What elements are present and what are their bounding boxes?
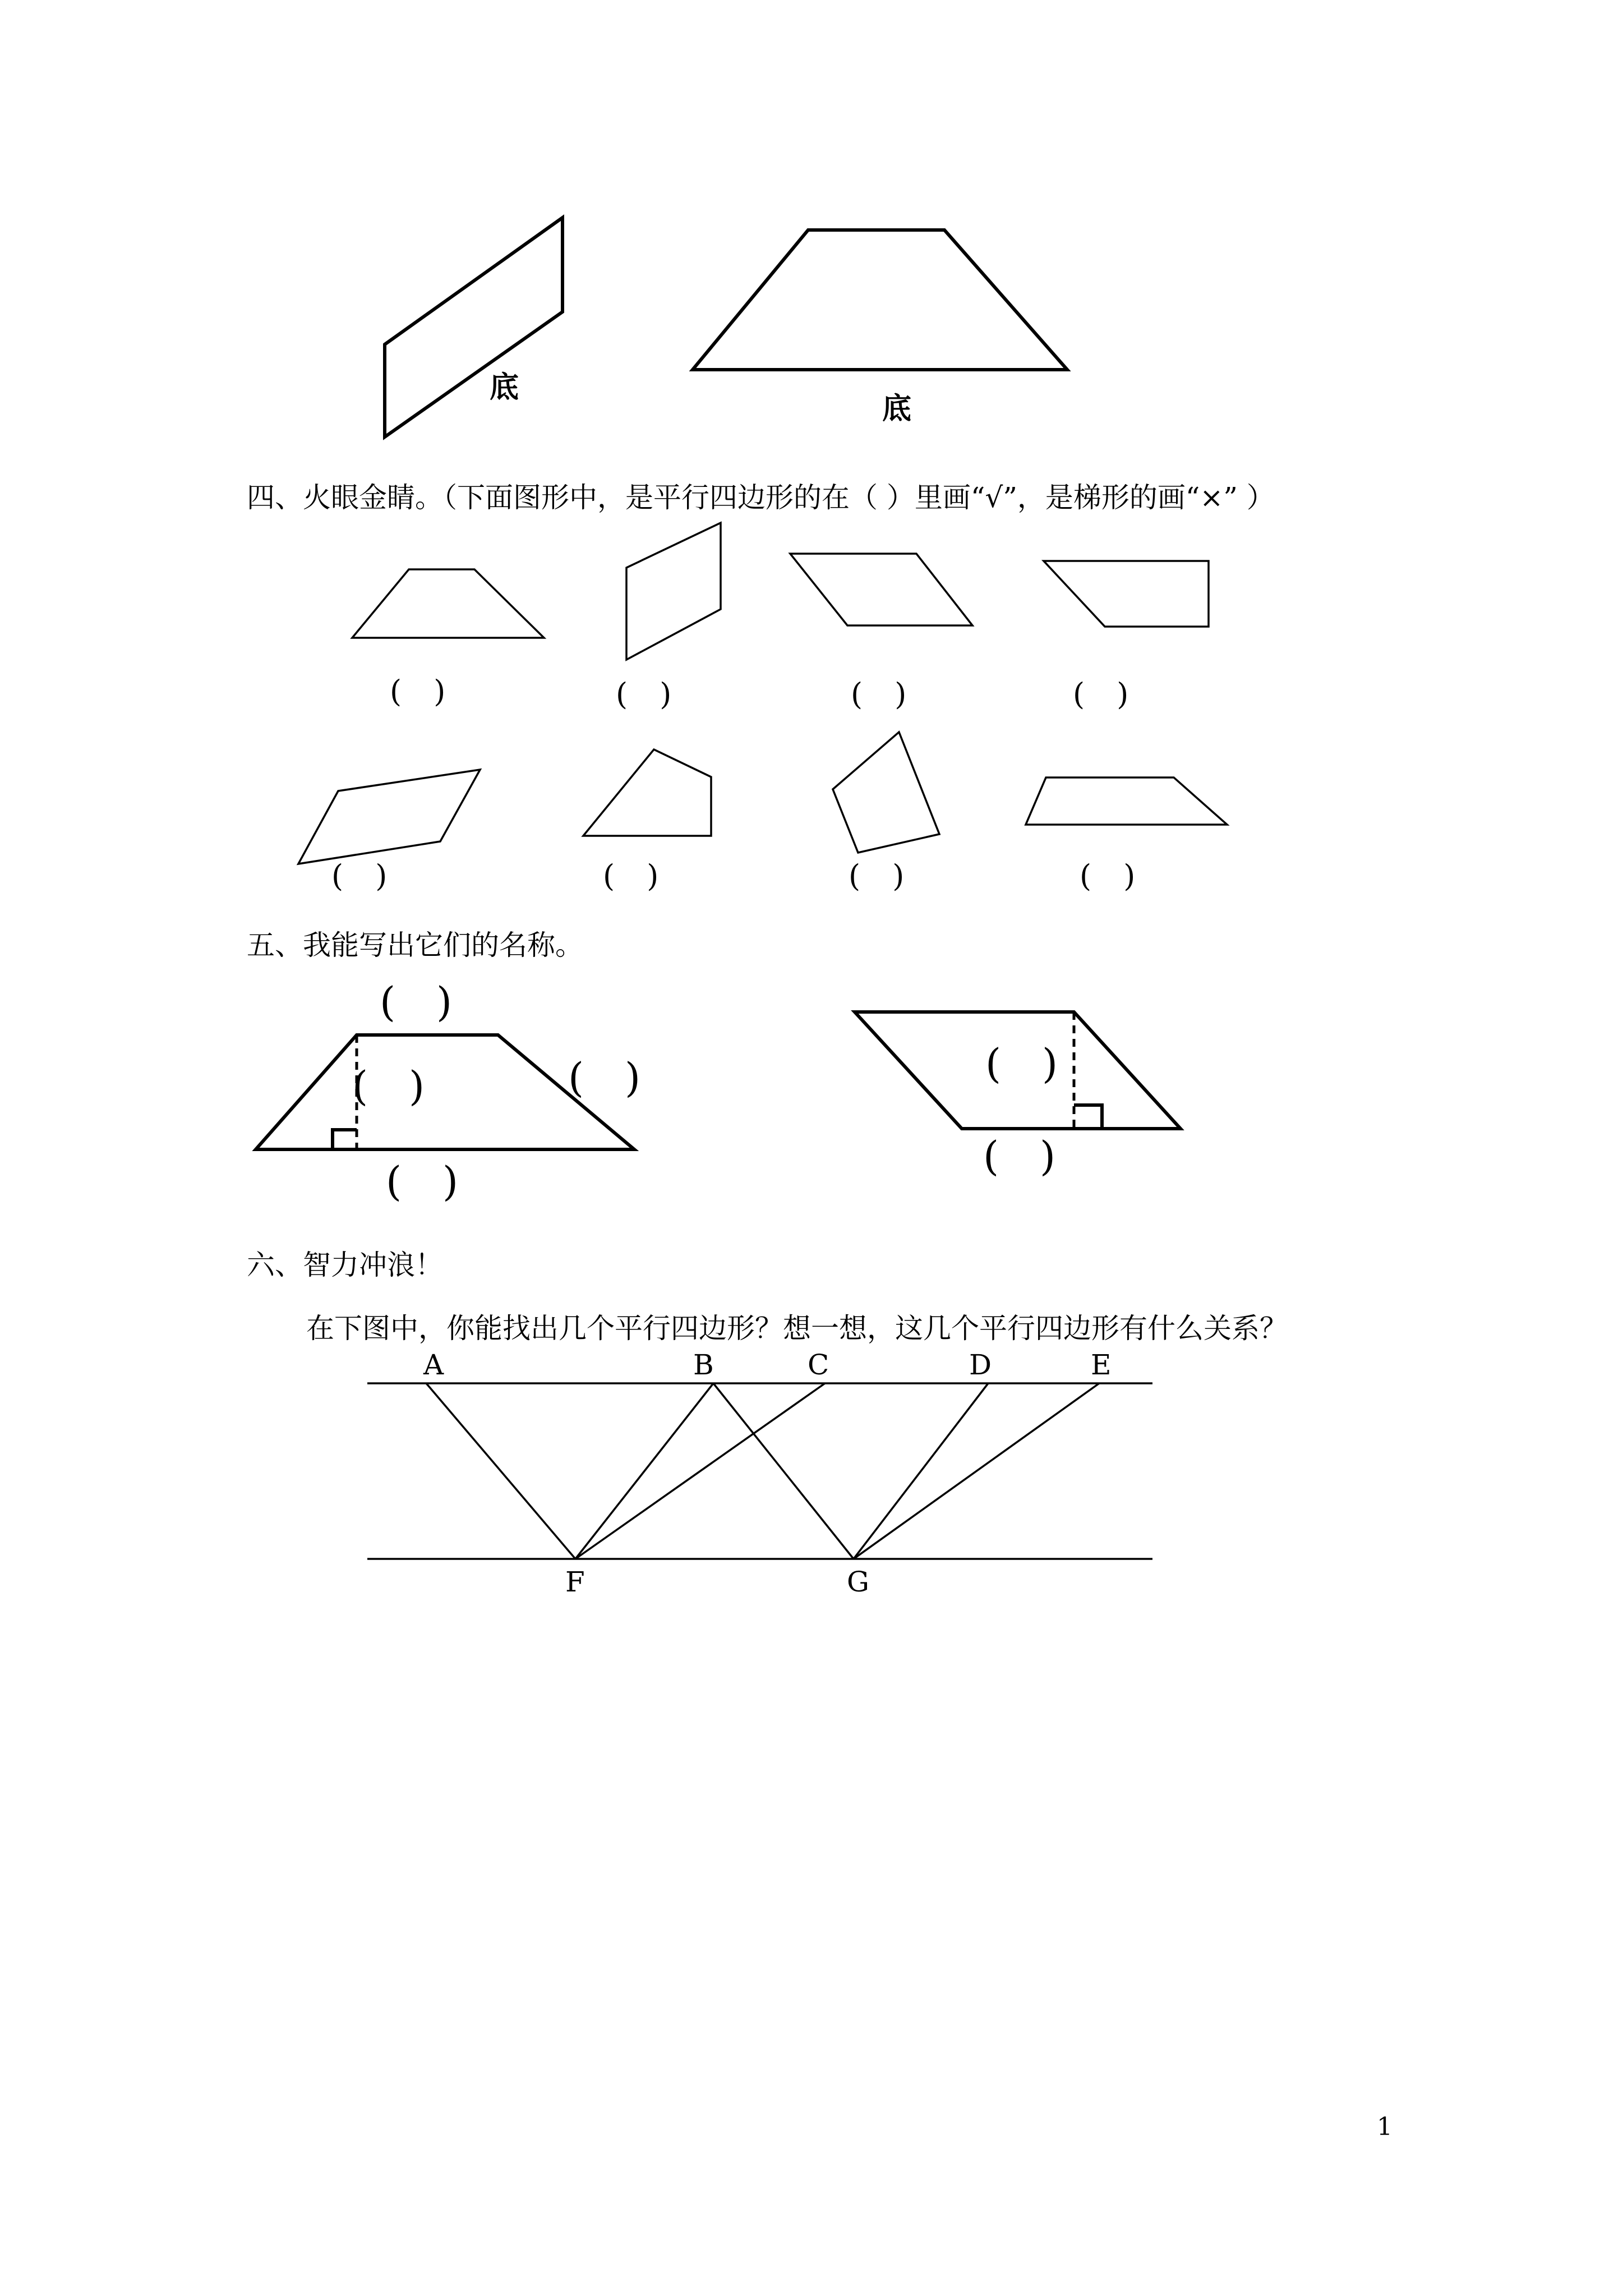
point-label-C: C	[808, 1349, 829, 1381]
quiz-shape-1-trapezoid	[352, 569, 544, 638]
answer-blank-2[interactable]: ( )	[616, 677, 672, 712]
segment-CF	[575, 1383, 825, 1559]
section-5-heading: 五、我能写出它们的名称。	[247, 929, 583, 961]
answer-blank-8[interactable]: ( )	[1080, 858, 1136, 894]
trapezoid-figure	[693, 230, 1067, 370]
point-label-D: D	[969, 1349, 992, 1381]
page-number: 1	[1377, 2113, 1393, 2141]
answer-blank-6[interactable]: ( )	[603, 858, 659, 894]
segment-AF	[426, 1383, 575, 1559]
section-6-heading: 六、智力冲浪！	[247, 1249, 443, 1281]
parallelogram-base-blank[interactable]: ( )	[983, 1133, 1056, 1180]
point-label-E: E	[1091, 1349, 1112, 1381]
segment-EG	[854, 1383, 1099, 1559]
trapezoid-base-label: 底	[882, 392, 912, 426]
trapezoid-bottom-base-blank[interactable]: ( )	[386, 1158, 459, 1205]
quiz-shape-7-quadrilateral	[833, 732, 939, 853]
quiz-shape-8-trapezoid	[1026, 777, 1227, 825]
answer-blank-7[interactable]: ( )	[849, 858, 905, 894]
quiz-shape-3-parallelogram	[790, 554, 972, 625]
parallelogram-figure	[385, 218, 562, 437]
answer-blank-5[interactable]: ( )	[331, 858, 388, 894]
point-label-G: G	[847, 1566, 869, 1598]
segment-DG	[854, 1383, 988, 1559]
answer-blank-4[interactable]: ( )	[1073, 677, 1129, 712]
parallelogram-height-blank[interactable]: ( )	[985, 1040, 1058, 1087]
trapezoid-leg-blank[interactable]: ( )	[568, 1054, 641, 1101]
section-6-question: 在下图中，你能找出几个平行四边形？想一想，这几个平行四边形有什么关系？	[306, 1312, 1288, 1345]
quiz-shape-6-quadrilateral	[583, 749, 711, 836]
trapezoid-right-angle-mark	[333, 1130, 357, 1149]
quiz-shape-4-trapezoid	[1044, 561, 1209, 627]
point-label-B: B	[693, 1349, 714, 1381]
point-label-F: F	[565, 1566, 585, 1598]
segment-BF	[575, 1383, 713, 1559]
quiz-shape-2-parallelogram	[626, 523, 721, 660]
answer-blank-1[interactable]: ( )	[390, 674, 446, 709]
trapezoid-top-base-blank[interactable]: ( )	[380, 978, 453, 1025]
parallelogram-base-label: 底	[490, 370, 519, 404]
section-4-heading: 四、火眼金睛。（下面图形中，是平行四边形的在（ ）里画“√”，是梯形的画“×” ）	[247, 481, 1275, 514]
parallelogram-right-angle-mark	[1074, 1105, 1102, 1129]
segment-BG	[713, 1383, 854, 1559]
point-label-A: A	[423, 1349, 444, 1381]
quiz-shape-5-parallelogram	[298, 770, 480, 864]
trapezoid-height-blank[interactable]: ( )	[352, 1062, 425, 1110]
answer-blank-3[interactable]: ( )	[851, 677, 907, 712]
